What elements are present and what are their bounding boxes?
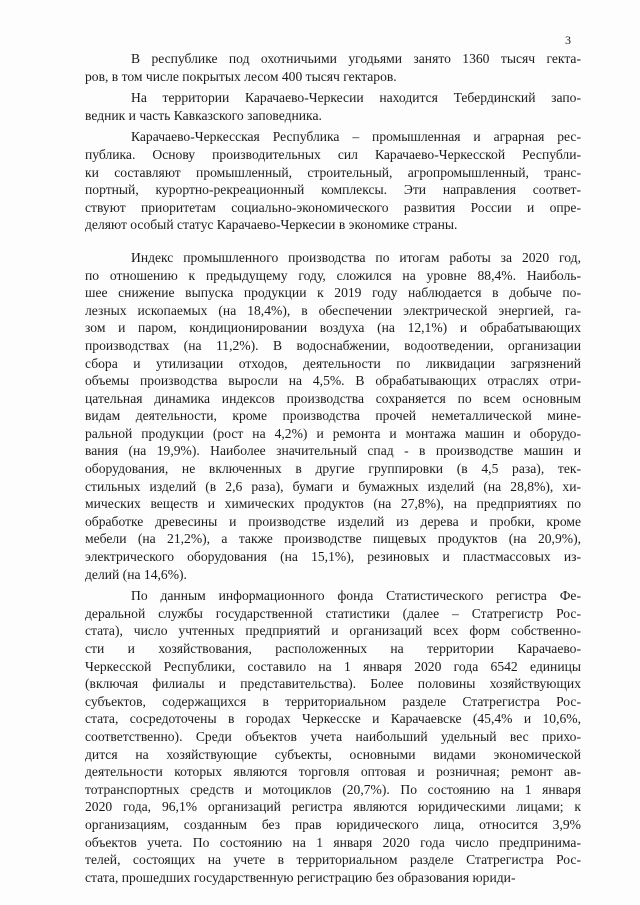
text-line: ральной продукции (рост на 4,2%) и ремонта и монтажа машин и оборудо- — [85, 425, 581, 441]
text-line: цательная динамика индексов производства сохраняется по всем основным — [85, 390, 581, 406]
text-line: мических веществ и химических продуктов (на 27,8%), на предприятиях по — [85, 496, 581, 512]
text-line: тотранспортных средств и мотоциклов (20,7%). По состоянию на 1 января — [85, 781, 581, 797]
text-line: объектов учета. По состоянию на 1 января 2020 года число предпринима- — [85, 834, 581, 850]
text-line: деральной службы государственной статистики (далее – Статрегистр Рос- — [85, 605, 581, 621]
text-line: Карачаево-Черкесская Республика – промышленная и аграрная рес- — [131, 129, 581, 145]
text-line: ведник и часть Кавказского заповедника. — [85, 107, 322, 123]
text-line: шее снижение выпуска продукции к 2019 году наблюдается в добыче по- — [85, 285, 581, 301]
text-line: делий (на 14,6%). — [85, 566, 187, 582]
text-line: организациям, созданным без прав юридического лица, относится 3,9% — [85, 816, 581, 832]
text-line: стильных изделий (в 2,6 раза), бумаги и бумажных изделий (на 28,8%), хи- — [85, 478, 581, 494]
text-line: зом и паром, кондиционировании воздуха (на 12,1%) и обрабатывающих — [85, 320, 581, 336]
text-line: лезных ископаемых (на 18,4%), в обеспечении электрической энергией, га- — [85, 302, 581, 318]
text-line: сбора и утилизации отходов, деятельности по ликвидации загрязнений — [85, 355, 581, 371]
text-line: деляют особый статус Карачаево-Черкесии в экономике страны. — [85, 217, 458, 233]
text-line: По данным информационного фонда Статистического регистра Фе- — [131, 588, 581, 604]
text-line: субъектов, содержащихся в территориальном разделе Статрегистра Рос- — [85, 693, 581, 709]
text-line: телей, состоящих на учете в территориальном разделе Статрегистра Рос- — [85, 852, 581, 868]
text-line: На территории Карачаево-Черкесии находится Тебердинский запо- — [131, 90, 581, 106]
page-number: 3 — [565, 33, 571, 47]
paragraph — [85, 587, 581, 886]
text-line: стата), число учтенных предприятий и организаций всех форм собственно- — [85, 623, 581, 639]
text-line: сти и хозяйствования, расположенных на территории Карачаево- — [85, 641, 581, 656]
paragraph — [85, 50, 581, 85]
text-line: оборудования, не включенных в другие группировки (в 4,5 раза), тек- — [85, 461, 581, 477]
paragraph — [85, 89, 581, 124]
text-line: видам деятельности, кроме производства прочей неметаллической мине- — [85, 408, 581, 424]
text-line: стата, сосредоточены в городах Черкесске и Карачаевске (45,4% и 10,6%, — [85, 711, 581, 727]
paragraph — [85, 128, 581, 234]
text-line: (включая филиалы и представительства). Более половины хозяйствующих — [85, 676, 581, 692]
text-line: мебели (на 21,2%), а также производстве пищевых продуктов (на 20,9%), — [85, 531, 581, 547]
text-line: ствуют приоритетам социально-экономического развития России и опре- — [85, 199, 581, 215]
text-line: ки составляют промышленный, строительный, агропромышленный, транс- — [85, 164, 581, 180]
text-line: ров, в том числе покрытых лесом 400 тысяч гектаров. — [85, 68, 397, 84]
text-line: вания (на 19,9%). Наиболее значительный спад - в производстве машин и — [85, 443, 581, 459]
text-line: электрического оборудования (на 15,1%), резиновых и пластмассовых из- — [85, 549, 581, 565]
text-line: производствах (на 11,2%). В водоснабжении, водоотведении, организации — [85, 337, 581, 353]
text-line: Черкесской Республики, составило на 1 января 2020 года 6542 единицы — [85, 658, 581, 674]
text-line: объемы производства выросли на 4,5%. В обрабатывающих отраслях отри- — [85, 373, 581, 389]
text-line: дится на хозяйствующие субъекты, основными видами экономической — [85, 746, 581, 762]
text-line: стата, прошедших государственную регистрацию без образования юриди- — [85, 869, 516, 885]
text-line: В республике под охотничьими угодьями занято 1360 тысяч гекта- — [131, 51, 581, 66]
text-line: деятельности которых являются торговля оптовая и розничная; ремонт ав- — [85, 764, 581, 780]
text-line: Индекс промышленного производства по итогам работы за 2020 год, — [131, 249, 581, 265]
paragraph — [85, 249, 581, 583]
text-line: обработке древесины и производстве изделий из дерева и пробки, кроме — [85, 513, 581, 529]
text-line: 2020 года, 96,1% организаций регистра являются юридическими лицами; к — [85, 799, 581, 815]
text-line: портный, курортно-рекреационный комплексы. Эти направления соответ- — [85, 182, 581, 198]
text-line: соответственно). Среди объектов учета наибольший удельный вес прихо- — [85, 728, 581, 744]
document-body — [85, 50, 581, 890]
text-line: по отношению к предыдущему году, сложился на уровне 88,4%. Наиболь- — [85, 267, 581, 283]
text-line: публика. Основу производительных сил Карачаево-Черкесской Республи- — [85, 146, 581, 162]
